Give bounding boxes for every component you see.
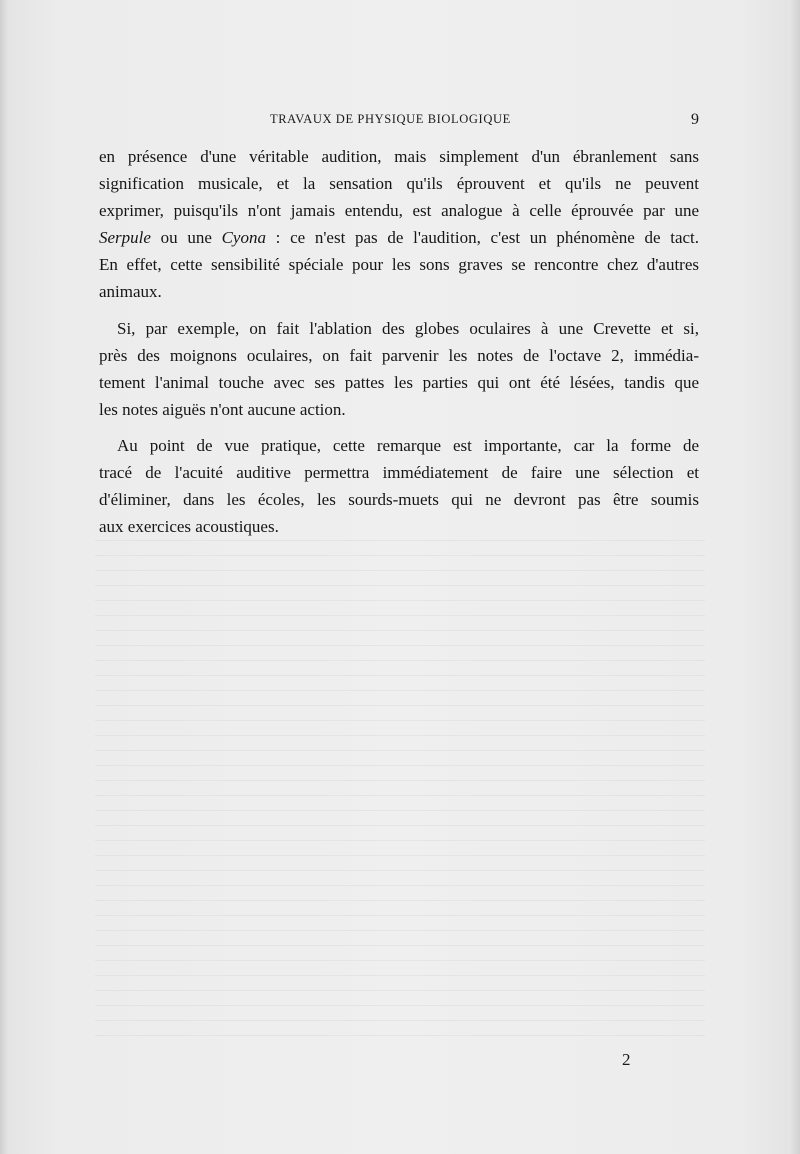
body-text — [99, 143, 699, 549]
text-line: aux exercices acoustiques. — [99, 517, 279, 537]
italic-term-serpule: Serpule — [99, 228, 151, 248]
text-fragment: : ce n'est pas de l'audition, c'est un phénomène de tact. — [265, 228, 700, 248]
text-line: en présence d'une véritable audition, mais simplement d'un ébranlement sans — [99, 147, 699, 166]
text-line: d'éliminer, dans les écoles, les sourds-muets qui ne devront pas être soumis — [99, 490, 699, 510]
show-through-text — [95, 540, 705, 1040]
paragraph-1 — [99, 143, 699, 306]
text-line: les notes aiguës n'ont aucune action. — [99, 399, 346, 419]
text-line: signification musicale, et la sensation qu'ils éprouvent et qu'ils ne peuvent — [99, 174, 699, 194]
paragraph-3 — [99, 432, 699, 540]
text-line: animaux. — [99, 282, 162, 302]
text-line: près des moignons oculaires, on fait parvenir les notes de l'octave 2, immédia- — [99, 345, 699, 365]
text-line: Au point de vue pratique, cette remarque est importante, car la forme de — [117, 435, 699, 455]
text-line: exprimer, puisqu'ils n'ont jamais entendu, est analogue à celle éprouvée par une — [99, 201, 699, 221]
paragraph-2 — [99, 315, 699, 423]
running-title: TRAVAUX DE PHYSIQUE BIOLOGIQUE — [270, 112, 511, 126]
text-line: tracé de l'acuité auditive permettra immédiatement de faire une sélection et — [99, 463, 699, 483]
text-line: Si, par exemple, on fait l'ablation des globes oculaires à une Crevette et si, — [117, 318, 699, 338]
text-line: En effet, cette sensibilité spéciale pour les sons graves se rencontre chez d'autres — [99, 255, 699, 275]
signature-mark: 2 — [622, 1050, 631, 1069]
page-shadow-left — [0, 0, 8, 1154]
page-shadow-right — [790, 0, 800, 1154]
text-line — [99, 224, 699, 251]
italic-term-cyona: Cyona — [221, 228, 266, 248]
page-number: 9 — [691, 111, 699, 128]
text-line: tement l'animal touche avec ses pattes les parties qui ont été lésées, tandis que — [99, 372, 699, 392]
text-fragment: ou une — [150, 228, 222, 248]
